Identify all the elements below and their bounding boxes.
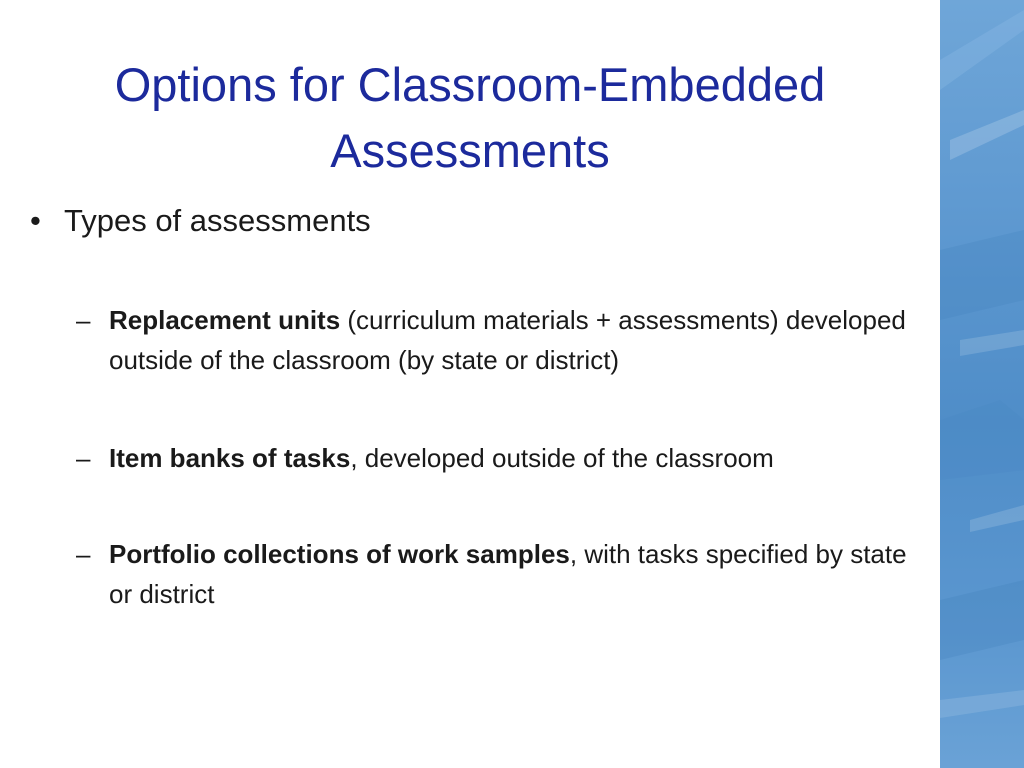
sub-bullet-rest-text: , with tasks specified by state or district [109, 539, 907, 609]
sub-bullet-text [109, 300, 926, 380]
bullet-item [30, 200, 930, 242]
slide-title: Options for Classroom-Embedded Assessments [114, 58, 826, 177]
bullet-marker: • [30, 203, 41, 238]
dash-marker: – [76, 305, 91, 335]
sub-bullet-item [76, 300, 926, 380]
side-band-texture [940, 0, 1024, 768]
sub-bullet-rest-text: , developed outside of the classroom [350, 443, 774, 473]
sub-bullet-bold-text: Item banks of tasks [109, 443, 351, 473]
sub-bullet-text [109, 534, 926, 614]
sub-bullet-rest-text: (curriculum materials + assessments) developed outside of the classroom (by state or district) [109, 305, 906, 375]
bullet-list [30, 200, 930, 614]
dash-marker: – [76, 539, 91, 569]
bullet-text: Types of assessments [64, 203, 371, 238]
sub-bullet-item [76, 438, 926, 478]
sub-bullet-bold-text: Replacement units [109, 305, 341, 335]
sub-bullet-bold-text: Portfolio collections of work samples [109, 539, 570, 569]
sub-bullet-text [109, 438, 774, 478]
sub-bullet-item [76, 534, 926, 614]
dash-marker: – [76, 443, 91, 473]
decorative-side-band [940, 0, 1024, 768]
